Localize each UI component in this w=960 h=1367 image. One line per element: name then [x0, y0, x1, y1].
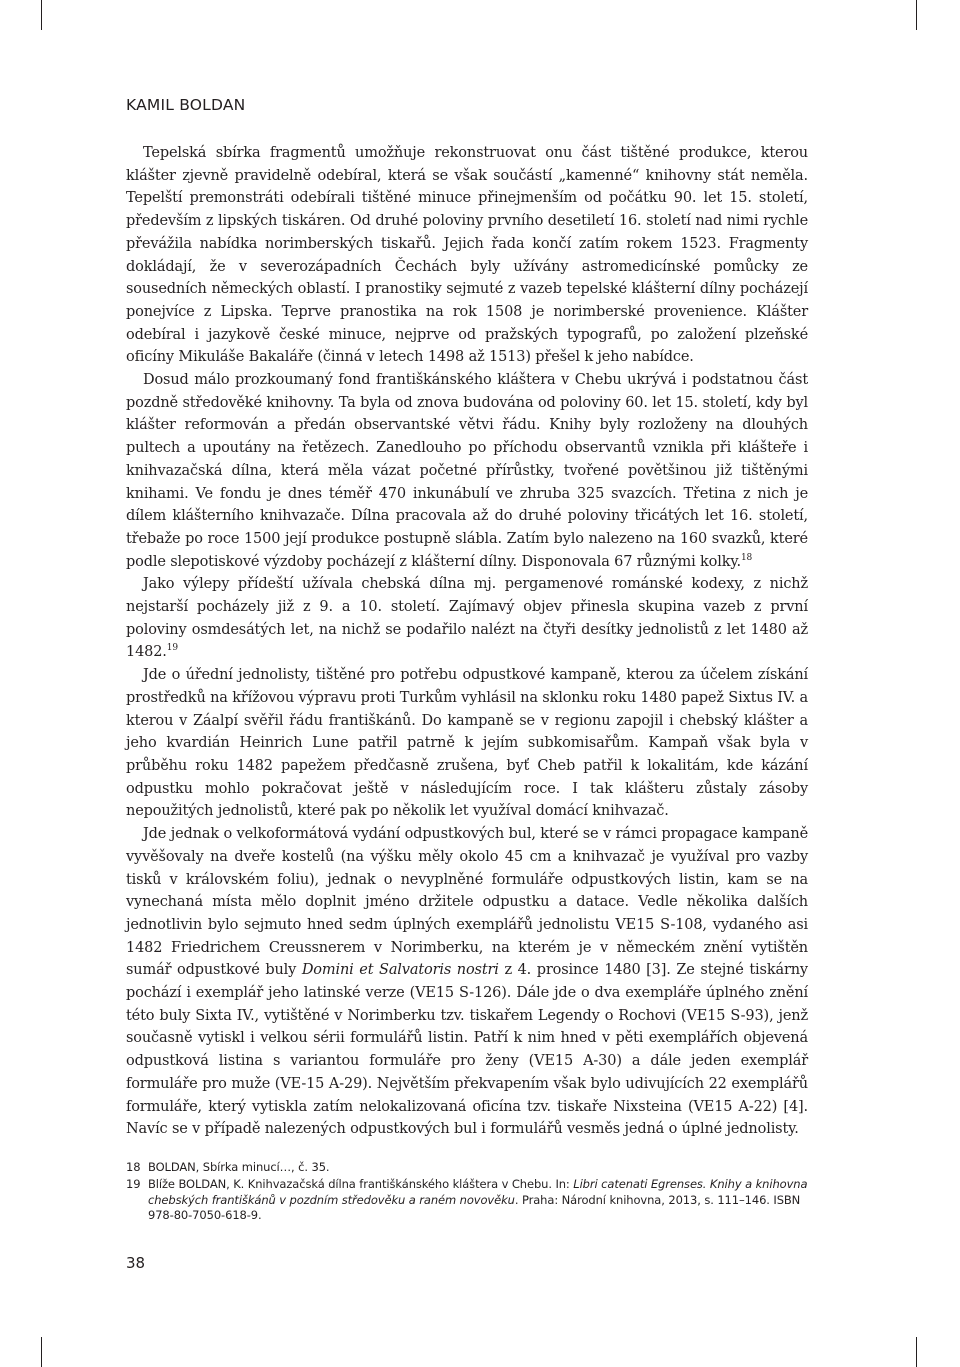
page-number: 38 — [126, 1254, 146, 1272]
footnote-ref-19[interactable]: 19 — [166, 643, 178, 654]
crop-mark-top-left — [41, 0, 42, 30]
running-header-author: KAMIL BOLDAN — [126, 96, 246, 114]
crop-mark-bottom-right — [916, 1337, 917, 1367]
paragraph-1: Tepelská sbírka fragmentů umožňuje rekonstruovat onu část tištěné produkce, kterou klášter zjevně pravidelně odebíral, která se však součástí „kamenné“ knihovny stát neměla. Tepelští premonstráti odebírali tištěné minuce přinejmenším od počátku 90. let 15. století, především z lipských tiskáren. Od druhé poloviny prvního desetiletí 16. století nad nimi rychle převážila nabídka norimberských tiskařů. Jejich řada končí zatím rokem 1523. Fragmenty dokládají, že v severozápadních Čechách byly užívány astromedicínské pomůcky ze sousedních německých oblastí. I pranostiky sejmuté z vazeb tepelské klášterní dílny pocházejí ponejvíce z Lipska. Teprve pranostika na rok 1508 je norimberské provenience. Klášter odebíral i jazykově české minuce, nejprve od pražských typografů, po založení plzeňské oficíny Mikuláše Bakaláře (činná v letech 1498 až 1513) přešel k jeho nabídce. — [126, 145, 808, 366]
footnote-text-part1: Blíže BOLDAN, K. Knihvazačská dílna františkánského kláštera v Chebu. In: — [148, 1176, 574, 1191]
footnotes — [126, 1160, 808, 1225]
paragraph-4: Jde o úřední jednolisty, tištěné pro potřebu odpustkové kampaně, kterou za účelem získání prostředků na křížovou výpravu proti Turkům vyhlásil na sklonku roku 1480 papež Sixtus IV. a kterou v Záalpí svěřil řádu františkánů. Do kampaně se v regionu zapojil i chebský klášter a jeho kvardián Heinrich Lune patřil patrně k jejím subkomisařům. Kampaň však byla v průběhu roku 1482 papežem předčasně zrušena, byť Cheb patřil k lokalitám, kde kázání odpustku mohlo pokračovat ještě v následujícím roce. I tak klášteru zůstaly zásoby nepoužitých jednolistů, které pak po několik let využíval domácí knihvazač. — [126, 667, 808, 820]
footnote-18 — [126, 1160, 808, 1176]
paragraph-2 — [126, 369, 808, 573]
paragraph-3-text: Jako výlepy přídeští užívala chebská dílna mj. pergamenové románské kodexy, z nichž nejstarší pocházely již z 9. a 10. století. Zajímavý objev přinesla skupina vazeb z první poloviny osmdesátých let, na nichž se podařilo nalézt na čtyři desítky jednolistů z let 1480 až 1482. — [126, 576, 808, 661]
footnote-text — [148, 1177, 808, 1224]
paragraph-5-text-a: Jde jednak o velkoformátová vydání odpustkových bul, které se v rámci propagace kampaně vyvěšovaly na dveře kostelů (na výšku měly okolo 45 cm a knihvazač je využíval pro vazby tisků v královském foliu), jednak o nevyplněné formuláře odpustkových listin, kam se na vynechaná místa mělo doplnit jméno držitele odpustku a datace. Vedle několika dalších jednotlivin bylo sejmuto hned sedm úplných exemplářů jednolistu VE15 S-108, vydaného asi 1482 Friedrichem Creussnerem v Norimberku, na kterém je v německém znění vytištěn sumář odpustkové buly — [126, 826, 808, 979]
footnote-book-title: Libri catenati Egrenses. Knihy a knihovna chebských františkánů v pozdním středověku a raném novověku — [148, 1176, 808, 1207]
paragraph-3 — [126, 573, 808, 664]
paragraph-5-text-b: z 4. prosince 1480 [3]. Ze stejné tiskárny pochází i exemplář jeho latinské verze (VE15 S-126). Dále jde o dva exempláře úplného znění této buly Sixta IV., vytištěné v Norimberku tzv. tiskařem Legendy o Rochovi (VE15 S-93), jenž současně vytiskl i velkou sérii formulářů listin. Patří k nim hned v pěti exemplářích objevená odpustková listina s variantou formuláře pro ženy (VE15 A-30) a dále jeden exemplář formuláře pro muže (VE-15 A-29). Největším překvapením však bylo udivujících 22 exemplářů formuláře, který vytiskla zatím nelokalizovaná oficína tzv. tiskaře Nixsteina (VE15 A-22) [4]. Navíc se v případě nalezených odpustkových bul i formulářů vesměs jedná o úplné jednolisty. — [126, 962, 808, 1138]
footnote-number: 18 — [126, 1160, 141, 1174]
footnote-19 — [126, 1177, 808, 1224]
paragraph-2-text: Dosud málo prozkoumaný fond františkánského kláštera v Chebu ukrývá i podstatnou část pozdně středověké knihovny. Ta byla od znova budována od poloviny 60. let 15. století, kdy byl klášter reformován a předán observantské větvi řádu. Knihy byly rozloženy na dlouhých pultech a upoutány na řetězech. Zanedlouho po příchodu observantů vznikla při klášteře i knihvazačská dílna, která měla vázat početné přírůstky, tvořené povětšinou již tištěnými knihami. Ve fondu je dnes téměř 470 inkunábulí ve zhruba 325 svazcích. Třetina z nich je dílem klášterního knihvazače. Dílna pracovala až do druhé poloviny třicátých let 16. století, třebaže po roce 1500 její produkce postupně slábla. Zatím bylo nalezeno na 160 svazků, které podle slepotiskové výzdoby pocházejí z klášterní dílny. Disponovala 67 různými kolky. — [126, 372, 808, 570]
footnote-text: BOLDAN, Sbírka minucí…, č. 35. — [148, 1160, 330, 1174]
bull-title: Domini et Salvatoris nostri — [301, 962, 499, 979]
footnote-number: 19 — [126, 1176, 141, 1191]
footnote-ref-18[interactable]: 18 — [740, 552, 753, 563]
paragraph-5 — [126, 823, 808, 1141]
footnote-text-part2: . Praha: Národní knihovna, 2013, s. 111–146. ISBN 978-80-7050-618-9. — [148, 1192, 801, 1223]
crop-mark-bottom-left — [41, 1337, 42, 1367]
body-text — [126, 142, 808, 1141]
crop-mark-top-right — [916, 0, 917, 30]
